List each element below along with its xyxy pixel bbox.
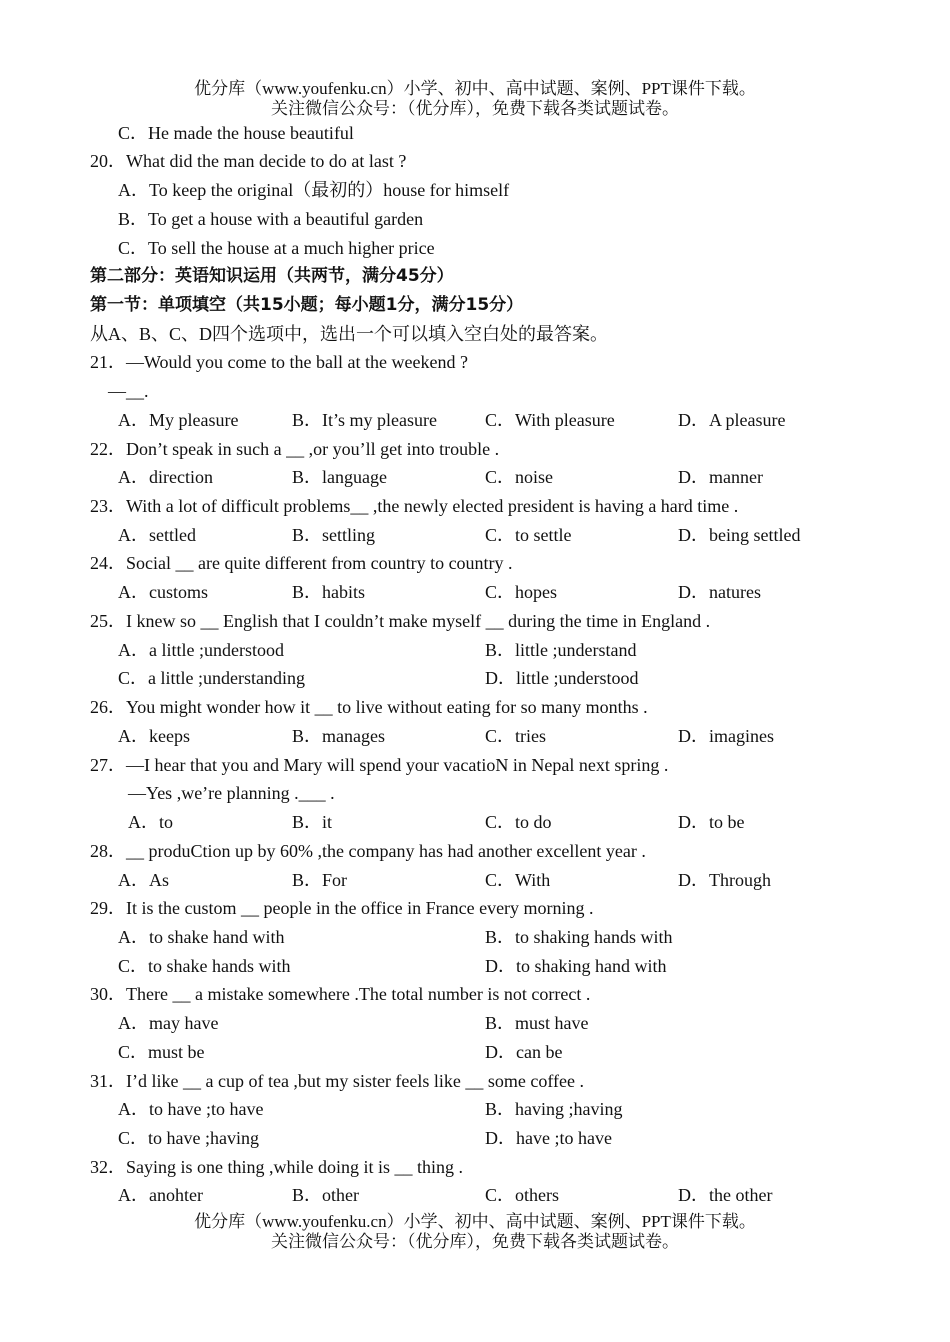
q21-stem2-line [0, 377, 950, 406]
q28-stem-line [0, 837, 950, 866]
q27-stem-line [0, 751, 950, 780]
q27-stem: 27．—I hear that you and Mary will spend your vacatioN in Nepal next spring . [90, 755, 669, 775]
q20-option-c: C．To sell the house at a much higher price [118, 238, 435, 258]
q21-option-b: B．It’s my pleasure [292, 410, 437, 430]
q24-stem-line [0, 549, 950, 578]
page-header-line2: 关注微信公众号：（优分库），免费下载各类试题试卷。 [271, 99, 679, 118]
q26-options [0, 722, 950, 751]
q20-option-b: B．To get a house with a beautiful garden [118, 209, 424, 229]
q32-options [0, 1181, 950, 1210]
q24-options [0, 578, 950, 607]
q27-option-b: B．it [292, 812, 333, 832]
q30-option-c: C．must be [118, 1042, 205, 1062]
q31-option-c: C．to have ;having [118, 1128, 259, 1148]
q25-stem-line [0, 607, 950, 636]
q26-stem-line [0, 693, 950, 722]
q21-stem: 21．—Would you come to the ball at the weekend ? [90, 352, 468, 372]
q21-stem-line [0, 348, 950, 377]
q24-option-b: B．habits [292, 582, 366, 602]
q23-option-a: A．settled [118, 525, 196, 545]
part2-heading-line [0, 262, 950, 291]
q23-option-b: B．settling [292, 525, 376, 545]
q30-option-b: B．must have [485, 1013, 589, 1033]
q29-option-c: C．to shake hands with [118, 956, 291, 976]
q21-option-a: A．My pleasure [118, 410, 239, 430]
section1-heading-line [0, 291, 950, 320]
q30-stem-line [0, 980, 950, 1009]
q25-options-row1 [0, 636, 950, 665]
q27-stem2-line [0, 779, 950, 808]
q32-option-c: C．others [485, 1185, 559, 1205]
q27-option-a: A．to [128, 812, 173, 832]
q30-stem: 30．There __ a mistake somewhere .The total number is not correct . [90, 984, 591, 1004]
q31-option-b: B．having ;having [485, 1099, 623, 1119]
q23-stem-line [0, 492, 950, 521]
q32-stem-line [0, 1153, 950, 1182]
q27-option-d: D．to be [678, 812, 745, 832]
q29-option-a: A．to shake hand with [118, 927, 285, 947]
q31-option-a: A．to have ;to have [118, 1099, 264, 1119]
q32-stem: 32．Saying is one thing ,while doing it is __ thing . [90, 1157, 463, 1177]
q24-option-a: A．customs [118, 582, 208, 602]
q27-stem2: —Yes ,we’re planning .___ . [128, 783, 335, 803]
q27-options [0, 808, 950, 837]
q20-option-a-line [0, 176, 950, 205]
q21-option-c: C．With pleasure [485, 410, 615, 430]
q28-option-b: B．For [292, 870, 348, 890]
q22-options [0, 463, 950, 492]
q29-option-b: B．to shaking hands with [485, 927, 673, 947]
q30-options-row2 [0, 1038, 950, 1067]
q25-option-d: D．little ;understood [485, 668, 639, 688]
q25-option-a: A．a little ;understood [118, 640, 284, 660]
part2-heading: 第二部分：英语知识运用（共两节，满分45分） [90, 266, 454, 286]
q29-stem-line [0, 894, 950, 923]
q26-stem: 26．You might wonder how it __ to live without eating for so many months . [90, 697, 648, 717]
q32-option-d: D．the other [678, 1185, 773, 1205]
q22-option-b: B．language [292, 467, 387, 487]
q23-options [0, 521, 950, 550]
q22-option-a: A．direction [118, 467, 213, 487]
q26-option-b: B．manages [292, 726, 385, 746]
q21-stem2: —__. [108, 381, 149, 401]
page-footer-line1: 优分库（www.youfenku.cn）小学、初中、高中试题、案例、PPT课件下载。 [194, 1212, 756, 1231]
q25-option-c: C．a little ;understanding [118, 668, 305, 688]
q25-option-b: B．little ;understand [485, 640, 637, 660]
q28-option-c: C．With [485, 870, 551, 890]
q22-option-d: D．manner [678, 467, 763, 487]
q21-options [0, 406, 950, 435]
q28-options [0, 866, 950, 895]
q31-option-d: D．have ;to have [485, 1128, 612, 1148]
q26-option-a: A．keeps [118, 726, 190, 746]
q32-option-b: B．other [292, 1185, 359, 1205]
q19-option-c: C．He made the house beautiful [118, 123, 354, 143]
q23-stem: 23．With a lot of difficult problems__ ,the newly elected president is having a hard time . [90, 496, 739, 516]
q32-option-a: A．anohter [118, 1185, 203, 1205]
q21-option-d: D．A pleasure [678, 410, 786, 430]
q25-stem: 25．I knew so __ English that I couldn’t make myself __ during the time in England . [90, 611, 711, 631]
page-footer-line2: 关注微信公众号：（优分库），免费下载各类试题试卷。 [271, 1232, 679, 1251]
instruction-line [0, 320, 950, 349]
q31-stem-line [0, 1067, 950, 1096]
q31-options-row2 [0, 1124, 950, 1153]
q30-option-d: D．can be [485, 1042, 563, 1062]
q20-stem: 20．What did the man decide to do at last ? [90, 151, 407, 171]
page-header-line1: 优分库（www.youfenku.cn）小学、初中、高中试题、案例、PPT课件下载。 [194, 79, 756, 98]
q20-option-a: A．To keep the original（最初的）house for himself [118, 180, 510, 200]
q22-option-c: C．noise [485, 467, 554, 487]
q30-option-a: A．may have [118, 1013, 219, 1033]
q20-option-b-line [0, 205, 950, 234]
q22-stem-line [0, 435, 950, 464]
q20-option-c-line [0, 234, 950, 263]
q22-stem: 22．Don’t speak in such a __ ,or you’ll get into trouble . [90, 439, 500, 459]
section1-heading: 第一节：单项填空（共15小题；每小题1分，满分15分） [90, 295, 524, 315]
q26-option-c: C．tries [485, 726, 546, 746]
q29-stem: 29．It is the custom __ people in the office in France every morning . [90, 898, 594, 918]
q23-option-c: C．to settle [485, 525, 572, 545]
q30-options-row1 [0, 1009, 950, 1038]
q29-options-row2 [0, 952, 950, 981]
q24-option-c: C．hopes [485, 582, 557, 602]
q25-options-row2 [0, 664, 950, 693]
q28-option-d: D．Through [678, 870, 771, 890]
q19-options [0, 119, 950, 148]
q31-options-row1 [0, 1095, 950, 1124]
q29-options-row1 [0, 923, 950, 952]
instruction-text: 从A、B、C、D四个选项中，选出一个可以填入空白处的最答案。 [90, 324, 609, 344]
q26-option-d: D．imagines [678, 726, 774, 746]
q24-stem: 24．Social __ are quite different from country to country . [90, 553, 513, 573]
q31-stem: 31．I’d like __ a cup of tea ,but my sister feels like __ some coffee . [90, 1071, 585, 1091]
q20-stem-line [0, 147, 950, 176]
q27-option-c: C．to do [485, 812, 552, 832]
q28-stem: 28．__ produCtion up by 60% ,the company has had another excellent year . [90, 841, 646, 861]
q24-option-d: D．natures [678, 582, 761, 602]
q23-option-d: D．being settled [678, 525, 801, 545]
q28-option-a: A．As [118, 870, 170, 890]
q29-option-d: D．to shaking hand with [485, 956, 667, 976]
